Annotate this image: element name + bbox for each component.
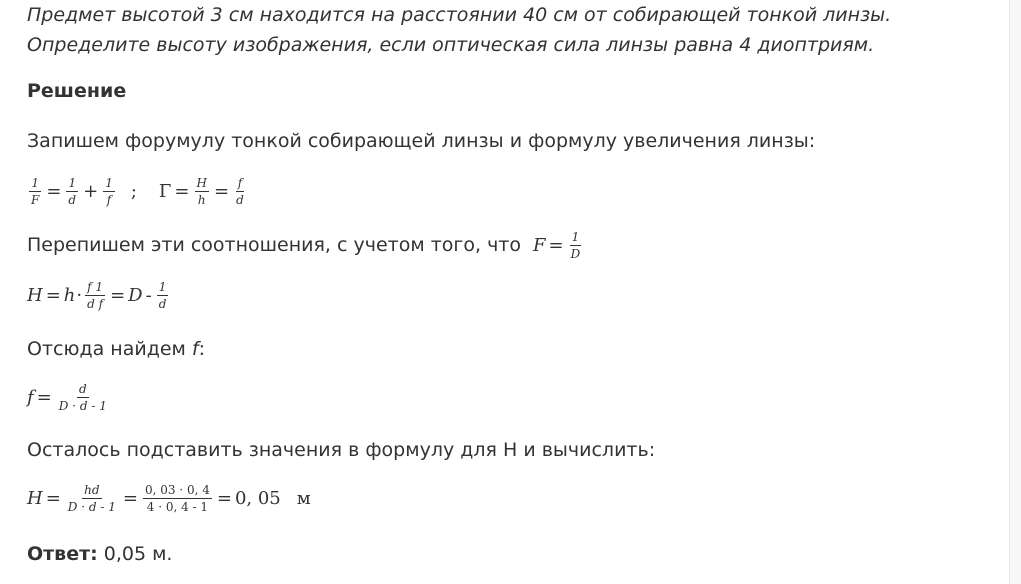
answer-line <box>27 541 172 567</box>
answer-label: Ответ: <box>27 543 98 565</box>
fraction-H-over-h: $\frac{H}{h}$ <box>196 176 207 207</box>
formula-H-expression: H = h · $\frac{f 1}{\text{d f}}$ = D - $\frac{1}{d}$ <box>27 280 167 311</box>
fraction-1-over-d: $\frac{1}{d}$ <box>68 176 77 207</box>
paragraph-rewrite: Перепишем эти соотношения, с учетом того, что F = $\frac{1}{D}$ <box>27 230 584 261</box>
fraction-f-over-d: $\frac{f}{d}$ <box>236 176 244 207</box>
formula-lens-and-magnification: $\frac{1}{F}$ = $\frac{1}{d}$ + $\frac{1}{f}$ ; Γ = $\frac{H}{h}$ = $\frac{f}{d}$ <box>31 176 244 207</box>
problem-statement <box>27 0 891 60</box>
paragraph-find-f: Отсюда найдем f: <box>27 338 206 360</box>
formula-calculation: H = $\frac{hd}{D \cdot d - 1}$ = $\frac{0, 03 \cdot 0, 4}{4 \cdot 0, 4 - 1}$ = 0, 05 м <box>27 483 311 514</box>
answer-value: 0,05 м. <box>103 543 173 565</box>
solution-heading: Решение <box>27 80 127 102</box>
fraction-1-over-F: $\frac{1}{F}$ <box>31 176 40 207</box>
problem-line-2: Определите высоту изображения, если оптическая сила линзы равна 4 диоптриям. <box>27 34 875 56</box>
formula-f-expression: f = $\frac{d}{D \cdot d - 1}$ <box>27 382 107 413</box>
problem-line-1: Предмет высотой 3 см находится на расстоянии 40 см от собирающей тонкой линзы. <box>27 4 892 26</box>
formula-F-equals-1-over-D: F = $\frac{1}{D}$ <box>533 230 581 261</box>
fraction-1-over-f: $\frac{1}{f}$ <box>105 176 113 207</box>
paragraph-lens-formulas: Запишем форумулу тонкой собирающей линзы и формулу увеличения линзы: <box>27 130 816 152</box>
paragraph-substitute: Осталось подставить значения в формулу для Н и вычислить: <box>27 439 656 461</box>
scrollbar[interactable] <box>1009 0 1021 584</box>
